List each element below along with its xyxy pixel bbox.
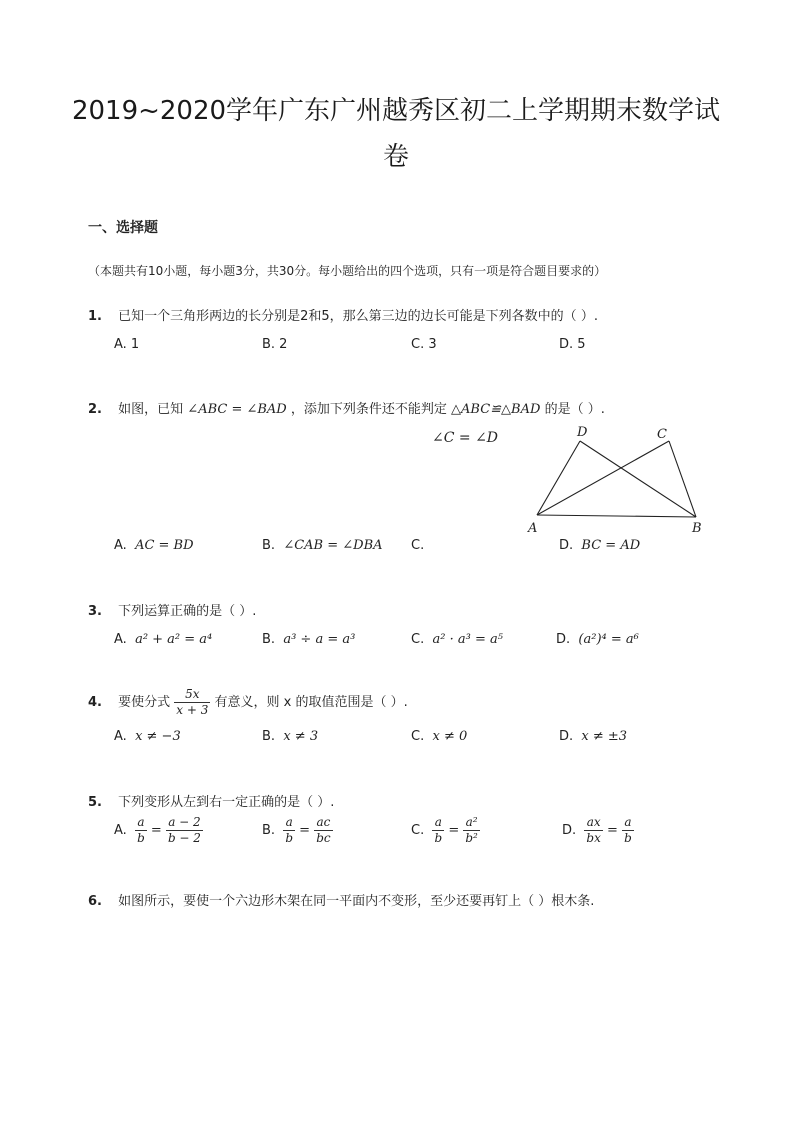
question-number: 3.	[88, 604, 102, 619]
question-6	[88, 890, 594, 909]
question-text-part: 有意义，则 x 的取值范围是（ ）.	[214, 695, 408, 710]
option-label: A.	[114, 632, 127, 647]
triangle-figure	[524, 422, 714, 538]
q3-option-d	[556, 632, 639, 647]
fraction-left	[283, 815, 295, 846]
q3-option-a	[114, 632, 212, 647]
q2-option-a	[114, 538, 194, 553]
q1-option-a: A. 1	[114, 337, 140, 352]
option-label: C.	[411, 729, 425, 744]
fraction-right	[463, 815, 480, 846]
title-line-1: 2019~2020学年广东广州越秀区初二上学期期末数学试	[71, 96, 721, 126]
question-5	[88, 791, 334, 810]
fraction-numerator: ac	[314, 815, 332, 831]
option-label: D.	[559, 538, 574, 553]
option-math: ∠CAB = ∠DBA	[283, 538, 383, 553]
q2-option-c	[411, 538, 428, 553]
q5-option-c	[411, 815, 480, 846]
option-label: A.	[114, 538, 127, 553]
question-text: 下列运算正确的是（ ）.	[118, 604, 257, 619]
fraction	[174, 687, 210, 718]
fraction-right	[314, 815, 332, 846]
option-label: D.	[559, 729, 574, 744]
option-math: a² + a² = a⁴	[135, 632, 213, 647]
q5-option-a	[114, 815, 203, 846]
vertex-label-d: D	[577, 425, 588, 440]
option-math: AC = BD	[135, 538, 194, 553]
segment-ac	[537, 441, 669, 515]
vertex-label-b: B	[692, 521, 702, 536]
fraction-denominator: b	[137, 831, 145, 845]
q3-option-c	[411, 632, 503, 647]
question-number: 5.	[88, 795, 102, 810]
question-number: 6.	[88, 894, 102, 909]
q1-option-c: C. 3	[411, 337, 437, 352]
option-math: (a²)⁴ = a⁶	[578, 632, 639, 647]
q1-option-d: D. 5	[559, 337, 586, 352]
option-label: D.	[562, 823, 577, 838]
option-label: C.	[411, 632, 425, 647]
fraction-numerator: a	[432, 815, 444, 831]
q2-option-d	[559, 538, 640, 553]
fraction-numerator: a	[622, 815, 634, 831]
q2-condition: ∠C = ∠D	[432, 430, 499, 446]
option-label: B.	[262, 823, 276, 838]
fraction-denominator: b	[434, 831, 443, 845]
q5-option-b	[262, 815, 333, 846]
question-2	[88, 398, 605, 417]
fraction-denominator: bc	[316, 831, 331, 845]
fraction-denominator: b	[285, 831, 294, 845]
section-instructions: （本题共有10小题，每小题3分，共30分。每小题给出的四个选项，只有一项是符合题目要求的）	[88, 264, 607, 278]
q2-option-b	[262, 538, 383, 553]
question-number: 4.	[88, 695, 102, 710]
option-math: x ≠ 0	[432, 729, 468, 744]
question-1	[88, 305, 598, 324]
question-text-part: 如图，已知	[118, 402, 184, 417]
vertex-label-c: C	[657, 427, 667, 442]
fraction-denominator: x + 3	[176, 703, 209, 717]
option-label: A.	[114, 729, 127, 744]
option-label: B.	[262, 632, 276, 647]
fraction-numerator: a − 2	[166, 815, 203, 831]
q4-option-b	[262, 729, 318, 744]
fraction-denominator: b − 2	[167, 831, 201, 845]
q4-option-d	[559, 729, 627, 744]
question-text-part: ，添加下列条件还不能判定	[290, 402, 447, 417]
fraction-denominator: b²	[465, 831, 478, 845]
equals-sign: =	[607, 823, 618, 838]
option-math: BC = AD	[581, 538, 641, 553]
question-text-part: 要使分式	[118, 695, 171, 710]
segment-ad	[537, 441, 580, 515]
question-text: 已知一个三角形两边的长分别是2和5，那么第三边的边长可能是下列各数中的（ ）.	[118, 309, 598, 324]
question-text-part: 的是（ ）.	[544, 402, 605, 417]
page-title	[70, 88, 722, 180]
question-number: 1.	[88, 309, 102, 324]
option-math: x ≠ 3	[283, 729, 319, 744]
question-math: △ABC≌△BAD	[451, 402, 541, 417]
fraction-numerator: a	[283, 815, 295, 831]
fraction-left	[135, 815, 147, 846]
fraction-left	[432, 815, 444, 846]
question-number: 2.	[88, 402, 102, 417]
q4-option-c	[411, 729, 467, 744]
segment-ab	[537, 515, 696, 517]
question-text: 下列变形从左到右一定正确的是（ ）.	[118, 795, 335, 810]
option-math: a³ ÷ a = a³	[283, 632, 356, 647]
question-4	[88, 687, 408, 718]
q5-option-d	[562, 815, 634, 846]
option-label: B.	[262, 729, 276, 744]
option-label: A.	[114, 823, 127, 838]
equals-sign: =	[299, 823, 311, 838]
option-label: C.	[411, 823, 425, 838]
question-3	[88, 600, 256, 619]
title-line-2: 卷	[382, 142, 409, 172]
question-math: ∠ABC = ∠BAD	[187, 402, 287, 417]
option-label: D.	[556, 632, 571, 647]
fraction-denominator: bx	[586, 831, 601, 845]
vertex-label-a: A	[528, 521, 538, 536]
fraction-right	[622, 815, 634, 846]
fraction-numerator: 5x	[174, 687, 210, 703]
equals-sign: =	[448, 823, 460, 838]
option-label: B.	[262, 538, 276, 553]
option-math: a² · a³ = a⁵	[432, 632, 503, 647]
q1-option-b: B. 2	[262, 337, 288, 352]
fraction-numerator: a	[135, 815, 147, 831]
fraction-right	[166, 815, 203, 846]
question-text: 如图所示，要使一个六边形木架在同一平面内不变形，至少还要再钉上（ ）根木条.	[118, 894, 595, 909]
segment-bc	[669, 441, 696, 517]
fraction-denominator: b	[624, 831, 632, 845]
q4-option-a	[114, 729, 181, 744]
equals-sign: =	[150, 823, 162, 838]
option-label: C.	[411, 538, 425, 553]
q3-option-b	[262, 632, 355, 647]
fraction-left	[584, 815, 602, 846]
section-heading: 一、选择题	[88, 220, 158, 236]
fraction-numerator: ax	[584, 815, 602, 831]
segment-bd	[580, 441, 696, 517]
option-math: x ≠ −3	[135, 729, 181, 744]
option-math: x ≠ ±3	[581, 729, 628, 744]
fraction-numerator: a²	[463, 815, 480, 831]
